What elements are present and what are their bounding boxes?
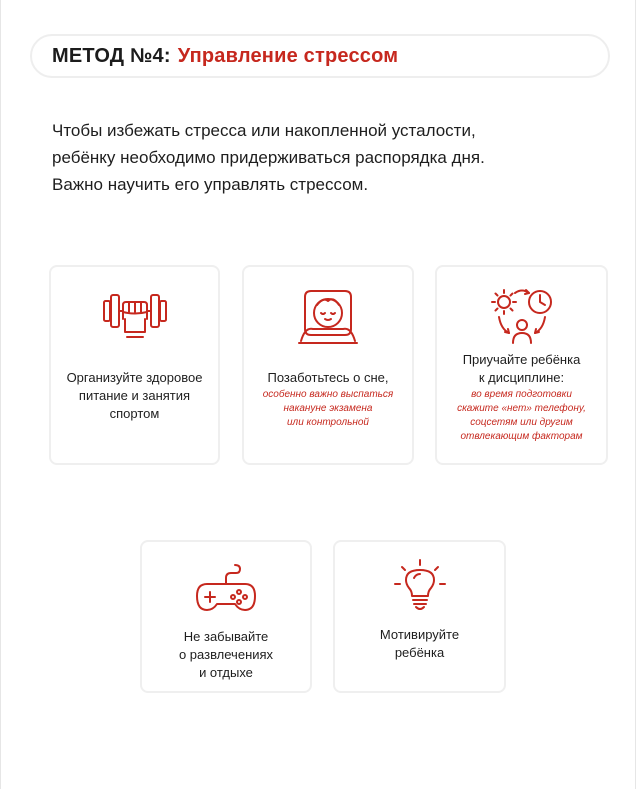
method-title	[30, 34, 610, 78]
sleeping-child-icon	[297, 287, 359, 347]
card-note-line: отвлекающим факторам	[460, 431, 583, 442]
method-name: Управление стрессом	[177, 44, 399, 67]
card-label-line: Мотивируйте	[379, 627, 460, 642]
card-label-line: и отдыхе	[199, 665, 253, 680]
card-note-line: накануне экзамена	[283, 403, 373, 414]
card-note-line: скажите «нет» телефону,	[457, 403, 586, 414]
intro-text	[52, 117, 592, 198]
tip-card-motivation	[333, 540, 506, 693]
intro-line: ребёнку необходимо придерживаться распорядка дня.	[52, 148, 485, 167]
card-label-line: Позаботьтесь о сне,	[267, 370, 389, 385]
intro-line: Чтобы избежать стресса или накопленной усталости,	[52, 121, 476, 140]
card-label-line: питание и занятия	[78, 388, 191, 403]
lightbulb-icon	[392, 558, 448, 614]
card-label-line: Приучайте ребёнка	[462, 352, 581, 367]
card-note-line: во время подготовки	[471, 389, 572, 400]
method-number: МЕТОД №4:	[52, 44, 171, 67]
dumbbell-icon	[100, 287, 170, 347]
card-note-line: соцсетям или другим	[470, 417, 573, 428]
tip-card-sleep	[242, 265, 414, 465]
tip-card-nutrition-sport	[49, 265, 220, 465]
card-label-line: к дисциплине:	[478, 370, 565, 385]
card-label-line: Не забывайте	[183, 629, 269, 644]
card-label-line: о развлечениях	[178, 647, 274, 662]
gamepad-icon	[193, 558, 259, 616]
tip-card-entertainment	[140, 540, 312, 693]
card-label-line: Организуйте здоровое	[66, 370, 203, 385]
tip-card-discipline	[435, 265, 608, 465]
card-label-line: спортом	[109, 406, 160, 421]
card-note-line: особенно важно выспаться	[262, 389, 394, 400]
intro-line: Важно научить его управлять стрессом.	[52, 175, 369, 194]
discipline-cycle-icon	[489, 285, 555, 345]
card-note-line: или контрольной	[287, 417, 369, 428]
card-label-line: ребёнка	[394, 645, 445, 660]
